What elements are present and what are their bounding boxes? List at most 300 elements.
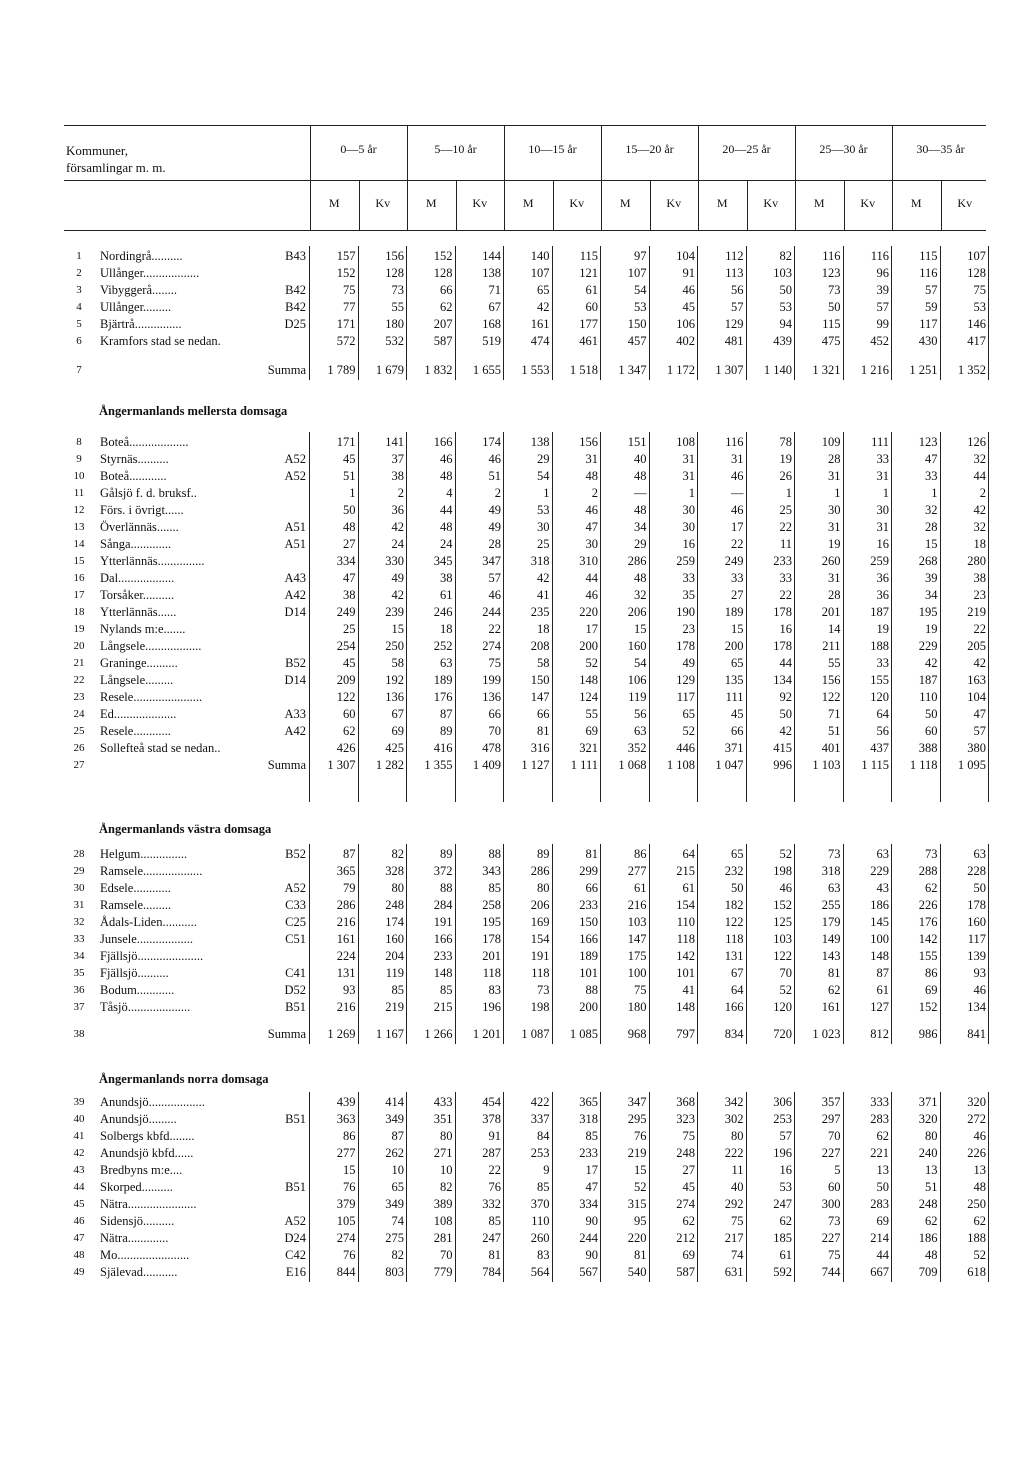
cell-male: 1 047 [715, 758, 744, 772]
table-row [0, 1179, 1024, 1196]
cell-male: 75 [828, 1248, 841, 1262]
header-bottom-rule [64, 230, 986, 231]
cell-male: 93 [343, 983, 356, 997]
cell-male: 166 [433, 932, 453, 946]
cell-female: 51 [488, 469, 501, 483]
cell-female: 58 [391, 656, 404, 670]
cell-male: 33 [925, 469, 938, 483]
label-column-header-line: församlingar m. m. [66, 160, 166, 175]
cell-male: 65 [731, 847, 744, 861]
cell-male: 15 [343, 1163, 356, 1177]
cell-male: 88 [440, 881, 453, 895]
row-name: Ytterlännäs............... [100, 554, 205, 568]
cell-female: 2 [591, 486, 598, 500]
cell-male: 1 068 [618, 758, 647, 772]
cell-male: 226 [918, 898, 938, 912]
cell-female: 120 [870, 690, 889, 704]
cell-male: 268 [918, 554, 938, 568]
cell-female: 247 [482, 1231, 501, 1245]
sub-header-female: Kv [472, 196, 488, 210]
cell-female: 380 [967, 741, 986, 755]
cell-male: 315 [627, 1197, 647, 1211]
cell-female: 61 [779, 1248, 792, 1262]
cell-male: 107 [530, 266, 550, 280]
cell-female: 46 [488, 452, 501, 466]
cell-male: 371 [724, 741, 744, 755]
body-column-rule [455, 432, 456, 802]
cell-male: 84 [537, 1129, 550, 1143]
cell-male: 79 [343, 881, 356, 895]
cell-male: 4 [446, 486, 453, 500]
cell-male: 128 [433, 266, 453, 280]
cell-male: 64 [731, 983, 744, 997]
row-code: Summa [267, 363, 306, 377]
cell-female: 81 [585, 847, 598, 861]
cell-male: 372 [433, 864, 453, 878]
sub-header-male: M [813, 196, 825, 210]
cell-male: 166 [433, 435, 453, 449]
table-row [0, 672, 1024, 689]
row-number: 24 [73, 708, 85, 720]
cell-male: 148 [433, 966, 453, 980]
cell-male: 161 [336, 932, 356, 946]
cell-female: 88 [488, 847, 501, 861]
age-group-header: 5—10 år [434, 142, 477, 156]
cell-male: 370 [530, 1197, 550, 1211]
cell-male: 357 [821, 1095, 841, 1109]
body-column-rule [600, 844, 601, 1044]
body-column-rule [843, 844, 844, 1044]
cell-male: 1 251 [909, 363, 938, 377]
cell-female: 198 [773, 864, 792, 878]
cell-male: 180 [627, 1000, 647, 1014]
cell-male: 61 [440, 588, 453, 602]
cell-male: 113 [725, 266, 744, 280]
cell-female: 1 167 [375, 1027, 404, 1041]
row-name: Ed.................... [100, 707, 177, 721]
cell-female: 22 [779, 588, 792, 602]
cell-female: 66 [585, 881, 598, 895]
cell-male: 76 [634, 1129, 647, 1143]
cell-female: 368 [676, 1095, 695, 1109]
row-code: A51 [284, 520, 306, 534]
cell-male: 143 [821, 949, 841, 963]
cell-female: 519 [482, 334, 501, 348]
cell-male: 252 [433, 639, 453, 653]
cell-male: 76 [343, 1180, 356, 1194]
row-name: Graninge.......... [100, 656, 178, 670]
cell-male: 122 [336, 690, 356, 704]
cell-male: 260 [821, 554, 841, 568]
row-number: 30 [73, 882, 85, 894]
cell-male: 1 087 [521, 1027, 550, 1041]
cell-female: 180 [385, 317, 404, 331]
cell-female: 75 [488, 656, 501, 670]
body-column-rule [406, 246, 407, 380]
table-row [0, 587, 1024, 604]
cell-female: 200 [579, 1000, 598, 1014]
cell-male: 51 [925, 1180, 938, 1194]
age-group-header: 25—30 år [819, 142, 868, 156]
cell-male: 97 [634, 249, 647, 263]
table-row [0, 1213, 1024, 1230]
cell-female: 226 [967, 1146, 986, 1160]
cell-male: 1 307 [715, 363, 744, 377]
cell-female: 44 [876, 1248, 889, 1262]
row-number: 49 [73, 1266, 85, 1278]
cell-female: 592 [773, 1265, 792, 1279]
row-number: 2 [76, 267, 82, 279]
cell-male: 219 [627, 1146, 647, 1160]
cell-female: 178 [773, 639, 792, 653]
header-column-divider [892, 125, 893, 230]
cell-male: 54 [634, 283, 647, 297]
cell-female: 33 [779, 571, 792, 585]
cell-female: 42 [391, 520, 404, 534]
cell-female: 62 [682, 1214, 695, 1228]
cell-male: 117 [919, 317, 938, 331]
cell-male: 116 [919, 266, 938, 280]
cell-female: 48 [973, 1180, 986, 1194]
cell-female: 1 172 [666, 363, 695, 377]
cell-male: 62 [925, 881, 938, 895]
cell-male: 342 [724, 1095, 744, 1109]
row-name: Ramsele................... [100, 864, 203, 878]
section-title: Ångermanlands västra domsaga [99, 822, 272, 836]
cell-female: 1 655 [472, 363, 501, 377]
cell-male: 416 [433, 741, 453, 755]
cell-male: 32 [634, 588, 647, 602]
cell-female: 46 [585, 503, 598, 517]
cell-male: 46 [440, 452, 453, 466]
cell-female: 103 [773, 932, 792, 946]
cell-male: 189 [433, 673, 453, 687]
table-row [0, 282, 1024, 299]
cell-female: 78 [779, 435, 792, 449]
cell-male: 1 266 [424, 1027, 453, 1041]
cell-female: 1 085 [569, 1027, 598, 1041]
cell-female: 2 [494, 486, 501, 500]
cell-female: 117 [676, 690, 695, 704]
row-name: Anundsjö......... [100, 1112, 177, 1126]
cell-male: 215 [433, 1000, 453, 1014]
table-row [0, 536, 1024, 553]
cell-female: 347 [482, 554, 501, 568]
cell-male: 38 [440, 571, 453, 585]
row-code: C25 [285, 915, 306, 929]
row-number: 15 [73, 555, 85, 567]
cell-male: 142 [918, 932, 938, 946]
cell-female: 134 [773, 673, 792, 687]
cell-male: 48 [634, 469, 647, 483]
cell-female: 63 [973, 847, 986, 861]
cell-female: 156 [579, 435, 598, 449]
cell-male: 968 [627, 1027, 647, 1041]
cell-male: 1 832 [424, 363, 453, 377]
cell-male: 1 118 [909, 758, 938, 772]
cell-male: 131 [724, 949, 744, 963]
cell-male: 216 [336, 1000, 356, 1014]
row-number: 8 [76, 436, 82, 448]
cell-male: 19 [925, 622, 938, 636]
cell-female: 26 [779, 469, 792, 483]
cell-female: 215 [676, 864, 695, 878]
cell-male: 67 [731, 966, 744, 980]
table-row [0, 706, 1024, 723]
cell-male: 50 [343, 503, 356, 517]
table-row [0, 1094, 1024, 1111]
cell-male: 28 [828, 452, 841, 466]
row-code: A51 [284, 537, 306, 551]
cell-female: 15 [391, 622, 404, 636]
cell-male: 260 [530, 1231, 550, 1245]
body-column-rule [891, 844, 892, 1044]
cell-male: 48 [925, 1248, 938, 1262]
cell-female: 120 [773, 1000, 792, 1014]
cell-female: 127 [870, 1000, 889, 1014]
cell-female: 101 [676, 966, 695, 980]
table-row [0, 362, 1024, 379]
cell-female: 318 [579, 1112, 598, 1126]
cell-female: 166 [579, 932, 598, 946]
sub-header-female: Kv [375, 196, 391, 210]
sub-header-female: Kv [763, 196, 779, 210]
row-name: Överlännäs....... [100, 520, 179, 534]
cell-female: 349 [385, 1197, 404, 1211]
cell-female: 199 [482, 673, 501, 687]
row-number: 25 [73, 725, 85, 737]
cell-female: 283 [870, 1112, 889, 1126]
cell-male: 1 553 [521, 363, 550, 377]
body-column-rule [309, 1092, 310, 1282]
page-header [140, 76, 154, 96]
cell-male: 986 [918, 1027, 938, 1041]
cell-female: 64 [876, 707, 889, 721]
cell-male: 75 [731, 1214, 744, 1228]
cell-male: 54 [537, 469, 550, 483]
cell-male: 57 [925, 283, 938, 297]
cell-female: 42 [779, 724, 792, 738]
cell-female: 88 [585, 983, 598, 997]
cell-male: 475 [821, 334, 841, 348]
row-name: Fjällsjö.......... [100, 966, 169, 980]
body-column-rule [600, 432, 601, 802]
cell-male: 216 [627, 898, 647, 912]
cell-female: 229 [870, 864, 889, 878]
cell-male: 110 [919, 690, 938, 704]
cell-male: 1 127 [521, 758, 550, 772]
body-column-rule [891, 432, 892, 802]
cell-female: 141 [385, 435, 404, 449]
cell-male: 564 [530, 1265, 550, 1279]
row-number: 7 [76, 364, 82, 376]
row-code: A52 [284, 469, 306, 483]
row-number: 48 [73, 1249, 85, 1261]
cell-female: 28 [488, 537, 501, 551]
row-code: C41 [285, 966, 306, 980]
body-column-rule [988, 844, 989, 1044]
row-name: Förs. i övrigt...... [100, 503, 184, 517]
cell-female: 13 [876, 1163, 889, 1177]
cell-female: 321 [579, 741, 598, 755]
cell-female: 178 [482, 932, 501, 946]
cell-male: 112 [725, 249, 744, 263]
cell-male: 52 [634, 1180, 647, 1194]
cell-female: 146 [967, 317, 986, 331]
row-name: Skorped.......... [100, 1180, 173, 1194]
cell-male: 53 [634, 300, 647, 314]
cell-female: 50 [779, 283, 792, 297]
cell-male: 150 [627, 317, 647, 331]
cell-female: 233 [773, 554, 792, 568]
cell-male: 86 [634, 847, 647, 861]
cell-male: 50 [731, 881, 744, 895]
cell-female: 52 [779, 983, 792, 997]
cell-female: 56 [876, 724, 889, 738]
cell-female: 129 [676, 673, 695, 687]
cell-female: 33 [876, 452, 889, 466]
cell-male: 22 [731, 537, 744, 551]
cell-female: 200 [579, 639, 598, 653]
cell-female: 228 [967, 864, 986, 878]
cell-male: — [634, 486, 647, 500]
cell-male: 89 [537, 847, 550, 861]
cell-female: 334 [579, 1197, 598, 1211]
cell-male: 41 [537, 588, 550, 602]
cell-female: 69 [682, 1248, 695, 1262]
row-name: Mo....................... [100, 1248, 190, 1262]
cell-female: 214 [870, 1231, 889, 1245]
cell-female: 23 [973, 588, 986, 602]
cell-female: 16 [682, 537, 695, 551]
cell-male: 100 [627, 966, 647, 980]
cell-male: 208 [530, 639, 550, 653]
cell-female: 17 [585, 1163, 598, 1177]
row-code: A52 [284, 452, 306, 466]
cell-male: 131 [336, 966, 356, 980]
cell-male: 318 [530, 554, 550, 568]
cell-male: 62 [925, 1214, 938, 1228]
body-column-rule [552, 1092, 553, 1282]
cell-male: 295 [627, 1112, 647, 1126]
cell-male: 1 [543, 486, 550, 500]
cell-female: 125 [773, 915, 792, 929]
cell-male: 195 [918, 605, 938, 619]
row-number: 32 [73, 916, 85, 928]
cell-male: — [731, 486, 744, 500]
cell-male: 46 [731, 469, 744, 483]
cell-male: 189 [724, 605, 744, 619]
cell-male: 50 [925, 707, 938, 721]
row-name: Sånga............. [100, 537, 172, 551]
cell-female: 46 [682, 283, 695, 297]
cell-male: 281 [433, 1231, 453, 1245]
row-number: 11 [73, 487, 85, 499]
cell-male: 277 [336, 1146, 356, 1160]
body-column-rule [552, 246, 553, 380]
cell-female: 18 [973, 537, 986, 551]
cell-male: 302 [724, 1112, 744, 1126]
cell-female: 163 [967, 673, 986, 687]
cell-female: 1 352 [957, 363, 986, 377]
cell-female: 280 [967, 554, 986, 568]
sub-header-male: M [522, 196, 534, 210]
cell-female: 60 [585, 300, 598, 314]
cell-male: 371 [918, 1095, 938, 1109]
table-row [0, 519, 1024, 536]
cell-male: 161 [821, 1000, 841, 1014]
cell-male: 103 [627, 915, 647, 929]
row-code: C42 [285, 1248, 306, 1262]
cell-male: 61 [634, 881, 647, 895]
cell-female: 299 [579, 864, 598, 878]
cell-female: 22 [488, 1163, 501, 1177]
cell-male: 457 [627, 334, 647, 348]
table-row [0, 468, 1024, 485]
cell-female: 76 [488, 1180, 501, 1194]
cell-male: 28 [828, 588, 841, 602]
cell-male: 176 [918, 915, 938, 929]
cell-female: 454 [482, 1095, 501, 1109]
row-number: 12 [73, 504, 85, 516]
cell-male: 81 [537, 724, 550, 738]
row-number: 23 [73, 691, 85, 703]
cell-male: 587 [433, 334, 453, 348]
cell-female: 1 108 [666, 758, 695, 772]
cell-male: 106 [627, 673, 647, 687]
cell-male: 48 [634, 571, 647, 585]
cell-male: 206 [530, 898, 550, 912]
cell-male: 123 [918, 435, 938, 449]
cell-male: 66 [731, 724, 744, 738]
row-number: 18 [73, 606, 85, 618]
cell-male: 54 [634, 656, 647, 670]
body-column-rule [794, 1092, 795, 1282]
cell-male: 39 [925, 571, 938, 585]
cell-male: 123 [821, 266, 841, 280]
cell-male: 18 [440, 622, 453, 636]
row-name: Vibyggerå........ [100, 283, 178, 297]
row-name: Fjällsjö..................... [100, 949, 204, 963]
cell-female: 30 [682, 503, 695, 517]
cell-male: 13 [925, 1163, 938, 1177]
cell-female: 49 [391, 571, 404, 585]
cell-male: 347 [627, 1095, 647, 1109]
cell-female: 155 [870, 673, 889, 687]
cell-male: 337 [530, 1112, 550, 1126]
cell-female: 82 [391, 847, 404, 861]
cell-female: 52 [779, 847, 792, 861]
cell-male: 15 [634, 622, 647, 636]
cell-female: 150 [579, 915, 598, 929]
row-number: 34 [73, 950, 85, 962]
cell-female: 272 [967, 1112, 986, 1126]
cell-male: 1 [349, 486, 356, 500]
cell-male: 155 [918, 949, 938, 963]
table-row [0, 846, 1024, 863]
cell-female: 156 [385, 249, 404, 263]
cell-male: 48 [440, 469, 453, 483]
cell-female: 478 [482, 741, 501, 755]
cell-male: 122 [821, 690, 841, 704]
cell-male: 48 [343, 520, 356, 534]
body-column-rule [552, 844, 553, 1044]
cell-female: 414 [385, 1095, 404, 1109]
table-row [0, 931, 1024, 948]
cell-male: 27 [343, 537, 356, 551]
cell-male: 45 [731, 707, 744, 721]
cell-male: 60 [343, 707, 356, 721]
